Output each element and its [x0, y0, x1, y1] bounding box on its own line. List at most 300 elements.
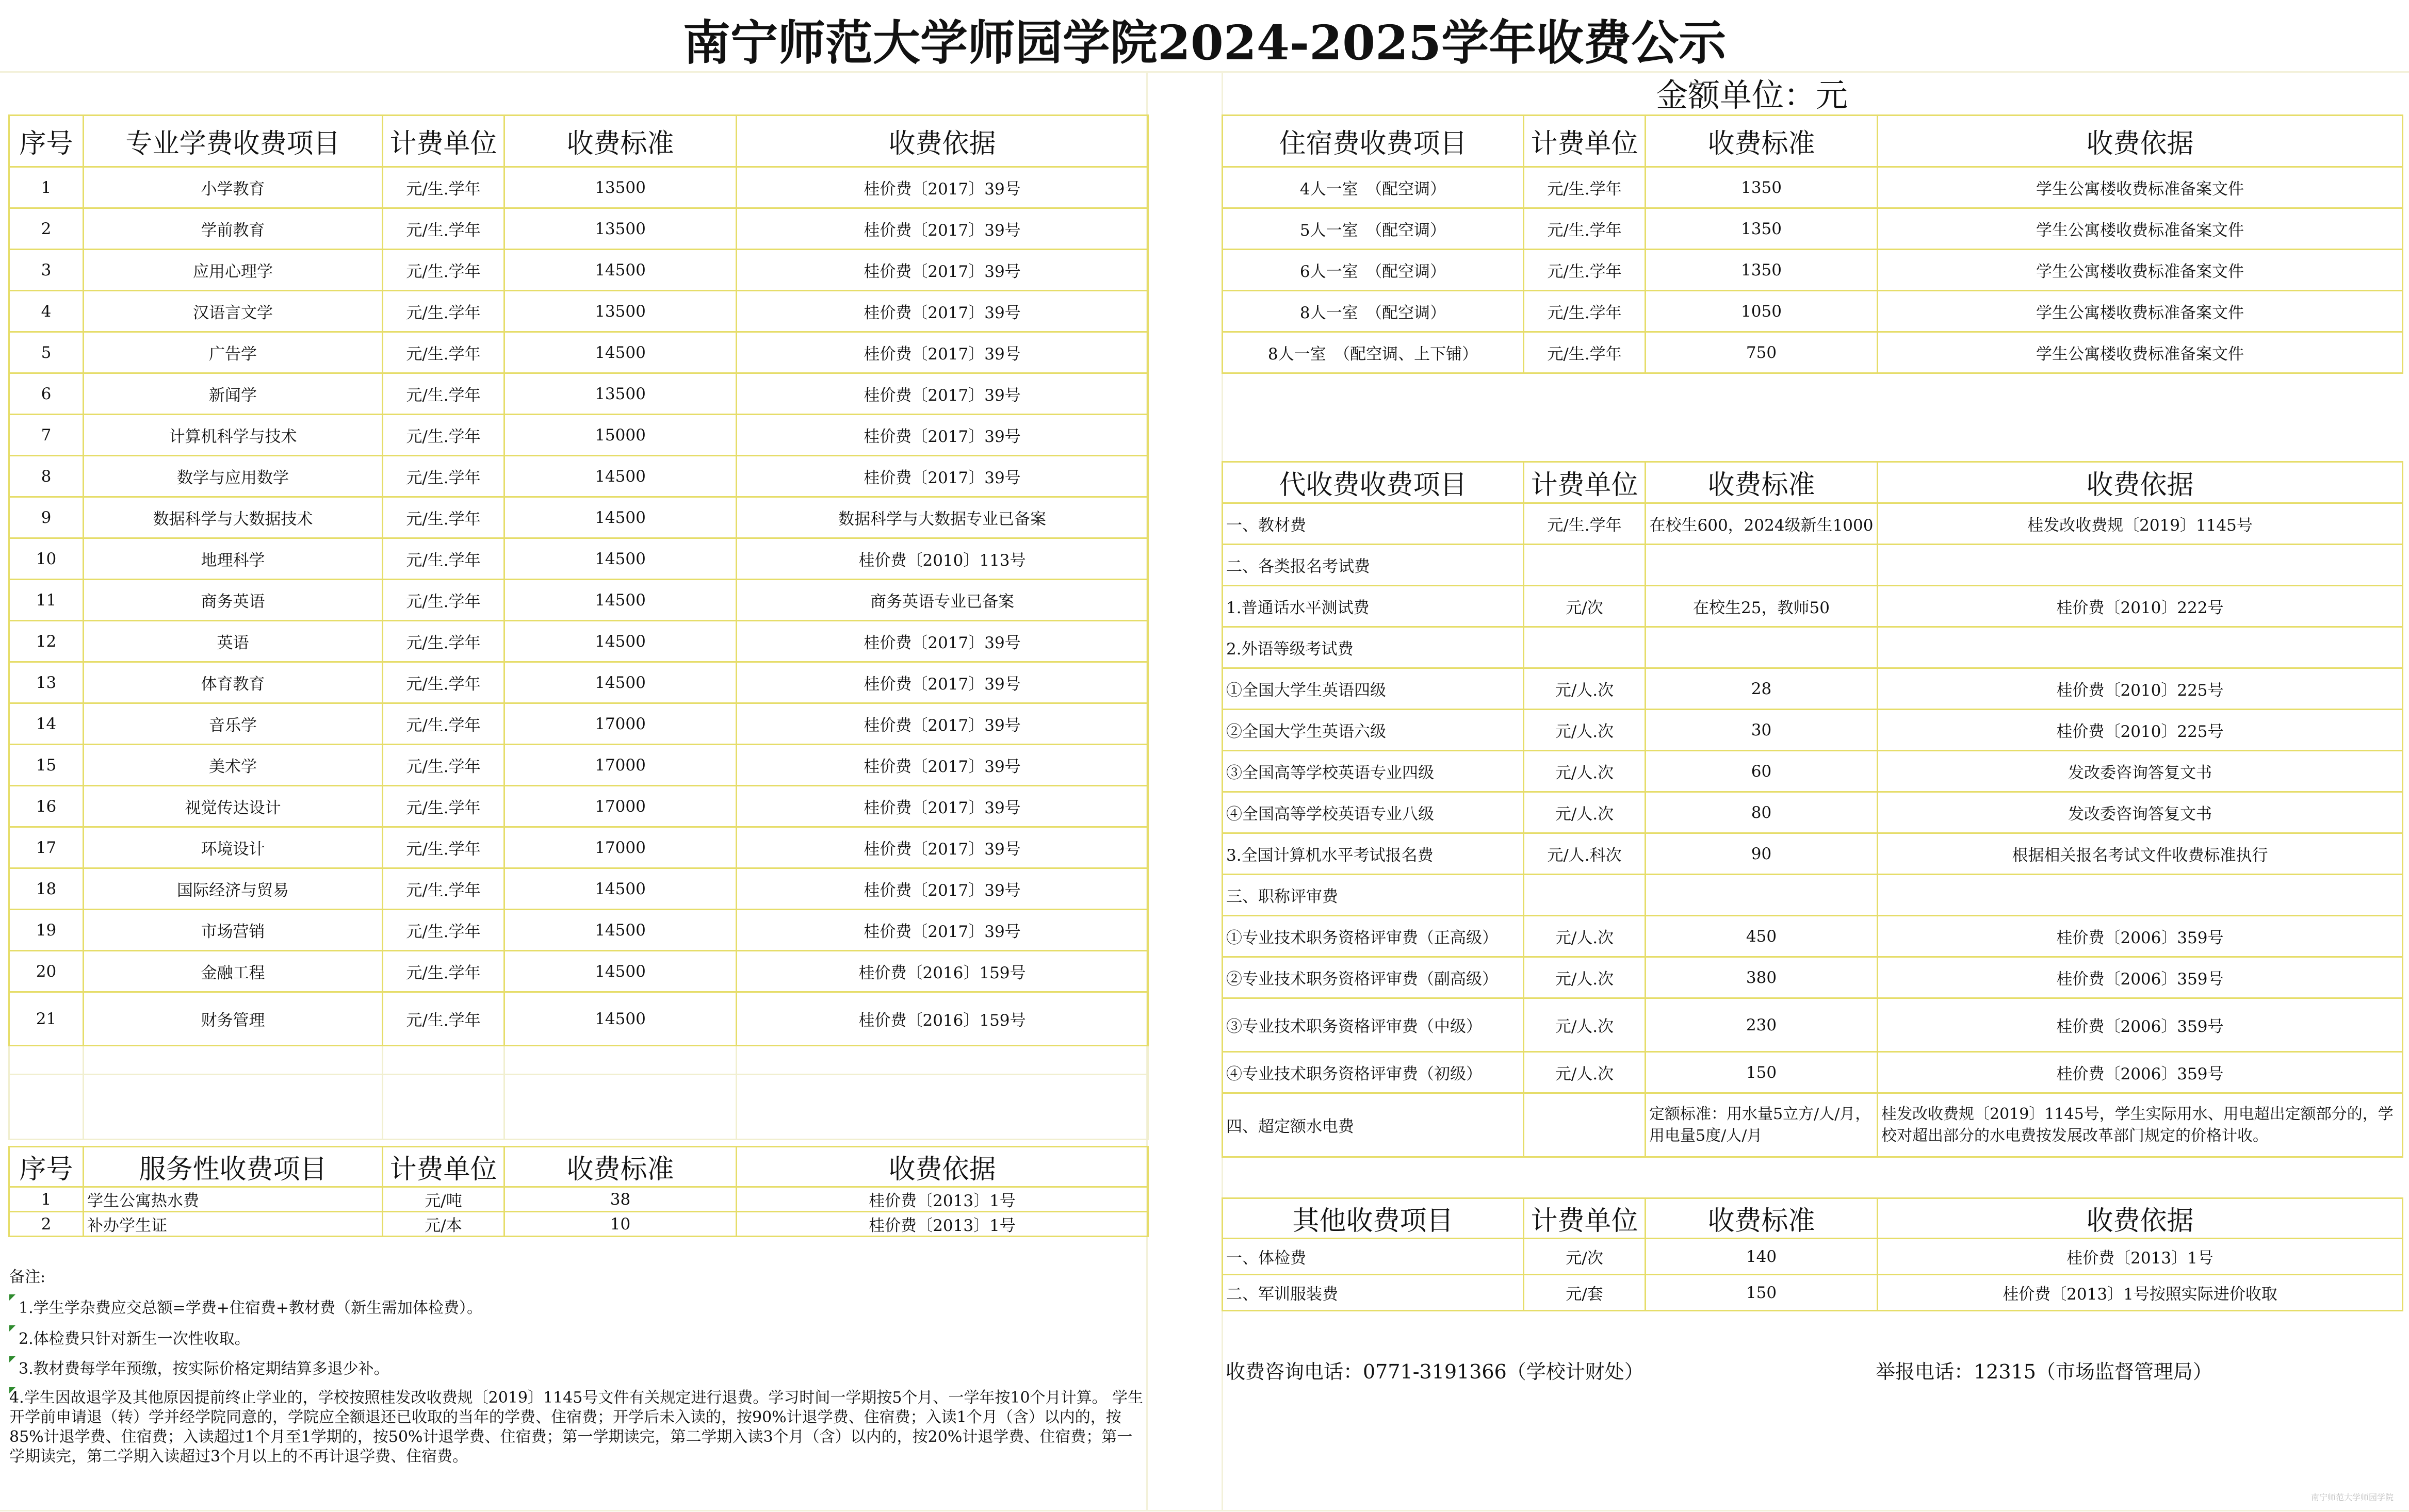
- billing-unit: 元/套: [1524, 1275, 1646, 1311]
- table-header: [1223, 1198, 2403, 1239]
- fee-amount: 14500: [504, 868, 737, 910]
- fee-basis: 学生公寓楼收费标准备案文件: [1878, 167, 2403, 208]
- item-name: 3.全国计算机水平考试报名费: [1223, 833, 1524, 875]
- billing-unit: [1524, 627, 1646, 668]
- billing-unit: 元/生.学年: [383, 415, 504, 456]
- consult-phone: 收费咨询电话：0771-3191366（学校计财处）: [1226, 1360, 1644, 1383]
- note-item-4: 4.学生因故退学及其他原因提前终止学业的，学校按照桂发改收费规〔2019〕1145号文件有关规定进行退费。学习时间一学期按5个月、一学年按10个月计算。 学生开学前申请退（转）学并经学院同意的，学院应全额退还已收取的当年的学费、住宿费；开学后未入读的，按90%计退学费、住宿费；入读1个月（含）以内的，按85%计退学费、住宿费；入读超过1个月至1学期的，按50%计退学费、住宿费；第一学期读完，第二学期入读3个月（含）以内的，按20%计退学费、住宿费；第一学期读完，第二学期入读超过3个月以上的不再计退学费、住宿费。: [9, 1389, 1144, 1466]
- blank-cell: [504, 1046, 737, 1075]
- program-name: 美术学: [84, 745, 383, 786]
- fee-amount: 80: [1646, 792, 1878, 833]
- table-row: [9, 208, 1148, 250]
- fee-basis-header: 收费依据: [1878, 1198, 2403, 1239]
- fee-amount: [1646, 627, 1878, 668]
- table-row: [9, 703, 1148, 745]
- fee-amount: 17000: [504, 827, 737, 868]
- item-name: ①全国大学生英语四级: [1223, 668, 1524, 710]
- billing-unit: 元/生.学年: [383, 868, 504, 910]
- fee-amount: 17000: [504, 745, 737, 786]
- fee-basis: 桂价费〔2017〕39号: [737, 208, 1148, 250]
- blank-cell: [383, 1046, 504, 1075]
- fee-basis: 桂价费〔2013〕1号按照实际进价收取: [1878, 1275, 2403, 1311]
- program-name: 商务英语: [84, 580, 383, 621]
- item-name-header: 住宿费收费项目: [1223, 116, 1524, 167]
- row-number: 4: [9, 291, 84, 332]
- note-item-3: 3.教材费每学年预缴，按实际价格定期结算多退少补。: [19, 1360, 389, 1378]
- blank-cell: [383, 1075, 504, 1140]
- fee-basis: 桂价费〔2013〕1号: [1878, 1239, 2403, 1275]
- fee-amount: 13500: [504, 167, 737, 208]
- billing-unit: 元/生.学年: [383, 291, 504, 332]
- service-fee-table: [8, 1146, 1149, 1237]
- table-row: [9, 456, 1148, 497]
- fee-basis: 桂价费〔2017〕39号: [737, 745, 1148, 786]
- item-name: ③全国高等学校英语专业四级: [1223, 751, 1524, 792]
- other-fee-table: [1222, 1197, 2403, 1311]
- blank-row: [9, 1046, 1148, 1075]
- table-row: [1223, 875, 2403, 916]
- item-name: 8人一室 （配空调、上下铺）: [1223, 332, 1524, 373]
- fee-basis: 桂价费〔2017〕39号: [737, 662, 1148, 703]
- billing-unit: 元/生.学年: [383, 621, 504, 662]
- item-name: 四、超定额水电费: [1223, 1093, 1524, 1157]
- fee-amount: 14500: [504, 580, 737, 621]
- fee-amount: 14500: [504, 662, 737, 703]
- fee-basis: 桂价费〔2006〕359号: [1878, 916, 2403, 957]
- table-row: [9, 291, 1148, 332]
- fee-basis: 学生公寓楼收费标准备案文件: [1878, 208, 2403, 250]
- report-phone: 举报电话：12315（市场监督管理局）: [1876, 1360, 2212, 1383]
- table-row: [9, 621, 1148, 662]
- table-row: [9, 827, 1148, 868]
- row-number: 5: [9, 332, 84, 373]
- fee-basis: 桂价费〔2013〕1号: [737, 1212, 1148, 1237]
- item-name: ②全国大学生英语六级: [1223, 710, 1524, 751]
- fee-basis: 桂发改收费规〔2019〕1145号，学生实际用水、用电超出定额部分的，学校对超出部分的水电费按发展改革部门规定的价格计收。: [1878, 1093, 2403, 1157]
- fee-basis: 学生公寓楼收费标准备案文件: [1878, 291, 2403, 332]
- blank-cell: [737, 1046, 1148, 1075]
- fee-amount: 1050: [1646, 291, 1878, 332]
- item-name: 4人一室 （配空调）: [1223, 167, 1524, 208]
- program-name: 数学与应用数学: [84, 456, 383, 497]
- program-name: 金融工程: [84, 951, 383, 992]
- fee-amount-header: 收费标准: [1646, 1198, 1878, 1239]
- notes-label: 备注:: [9, 1268, 46, 1286]
- fee-basis: 桂发改收费规〔2019〕1145号: [1878, 503, 2403, 545]
- item-name: 一、体检费: [1223, 1239, 1524, 1275]
- billing-unit: 元/生.学年: [1524, 291, 1646, 332]
- table-row: [9, 868, 1148, 910]
- row-number: 11: [9, 580, 84, 621]
- billing-unit: 元/生.学年: [383, 827, 504, 868]
- table-row: [1223, 998, 2403, 1052]
- billing-unit-header: 计费单位: [1524, 462, 1646, 503]
- fee-basis: 桂价费〔2017〕39号: [737, 332, 1148, 373]
- fee-basis-header: 收费依据: [737, 1147, 1148, 1187]
- fee-amount: 15000: [504, 415, 737, 456]
- program-name: 小学教育: [84, 167, 383, 208]
- row-number: 20: [9, 951, 84, 992]
- billing-unit: 元/人.次: [1524, 916, 1646, 957]
- item-name: ④全国高等学校英语专业八级: [1223, 792, 1524, 833]
- fee-amount: [1646, 545, 1878, 586]
- table-row: [9, 373, 1148, 415]
- table-row: [9, 580, 1148, 621]
- table-header: [1223, 462, 2403, 503]
- fee-amount-header: 收费标准: [1646, 462, 1878, 503]
- fee-basis: 数据科学与大数据专业已备案: [737, 497, 1148, 538]
- billing-unit: 元/生.学年: [383, 250, 504, 291]
- fee-basis: 桂价费〔2017〕39号: [737, 827, 1148, 868]
- billing-unit: 元/生.学年: [383, 745, 504, 786]
- billing-unit: [1524, 545, 1646, 586]
- item-name: 2.外语等级考试费: [1223, 627, 1524, 668]
- fee-amount: 13500: [504, 373, 737, 415]
- fee-amount: 1350: [1646, 208, 1878, 250]
- row-number: 1: [9, 1187, 84, 1212]
- billing-unit: 元/次: [1524, 1239, 1646, 1275]
- billing-unit: 元/生.学年: [1524, 167, 1646, 208]
- billing-unit: 元/生.学年: [383, 786, 504, 827]
- fee-basis-header: 收费依据: [737, 116, 1148, 167]
- fee-basis: [1878, 545, 2403, 586]
- program-name: 财务管理: [84, 992, 383, 1046]
- table-row: [1223, 668, 2403, 710]
- comment-marker: [9, 1325, 15, 1332]
- billing-unit: 元/生.学年: [383, 497, 504, 538]
- table-row: [1223, 1239, 2403, 1275]
- billing-unit: 元/人.次: [1524, 792, 1646, 833]
- billing-unit: 元/生.学年: [383, 373, 504, 415]
- billing-unit: 元/生.学年: [383, 208, 504, 250]
- table-row: [1223, 627, 2403, 668]
- fee-amount: 38: [504, 1187, 737, 1212]
- fee-amount: 14500: [504, 497, 737, 538]
- billing-unit: 元/人.科次: [1524, 833, 1646, 875]
- billing-unit: 元/人.次: [1524, 957, 1646, 998]
- fee-basis: 桂价费〔2017〕39号: [737, 250, 1148, 291]
- item-name: ④专业技术职务资格评审费（初级）: [1223, 1052, 1524, 1093]
- table-header: [1223, 116, 2403, 167]
- table-row: [1223, 332, 2403, 373]
- table-row: [1223, 916, 2403, 957]
- item-name-header: 其他收费项目: [1223, 1198, 1524, 1239]
- row-number: 15: [9, 745, 84, 786]
- billing-unit: [1524, 875, 1646, 916]
- grid-line: [0, 1510, 2409, 1511]
- fee-amount: 14500: [504, 538, 737, 580]
- fee-amount: 14500: [504, 250, 737, 291]
- table-row: [1223, 545, 2403, 586]
- item-name: ③专业技术职务资格评审费（中级）: [1223, 998, 1524, 1052]
- dorm-fee-table: [1222, 114, 2403, 374]
- table-row: [9, 332, 1148, 373]
- table-row: [9, 786, 1148, 827]
- note-item-2: 2.体检费只针对新生一次性收取。: [19, 1330, 250, 1348]
- agency-fee-table: [1222, 461, 2403, 1158]
- table-row: [9, 745, 1148, 786]
- fee-basis: 桂价费〔2010〕225号: [1878, 710, 2403, 751]
- fee-basis-header: 收费依据: [1878, 116, 2403, 167]
- row-number: 3: [9, 250, 84, 291]
- billing-unit: [1524, 1093, 1646, 1157]
- fee-amount: [1646, 875, 1878, 916]
- billing-unit: 元/生.学年: [383, 992, 504, 1046]
- row-number-header: 序号: [9, 1147, 84, 1187]
- fee-amount: 14500: [504, 992, 737, 1046]
- program-name: 国际经济与贸易: [84, 868, 383, 910]
- blank-cell: [737, 1075, 1148, 1140]
- row-number: 21: [9, 992, 84, 1046]
- billing-unit: 元/生.学年: [1524, 332, 1646, 373]
- fee-basis: 桂价费〔2017〕39号: [737, 415, 1148, 456]
- fee-amount: 13500: [504, 291, 737, 332]
- blank-cell: [9, 1046, 84, 1075]
- billing-unit-header: 计费单位: [1524, 116, 1646, 167]
- fee-basis: 桂价费〔2017〕39号: [737, 373, 1148, 415]
- note-item-1: 1.学生学杂费应交总额=学费+住宿费+教材费（新生需加体检费）。: [19, 1299, 483, 1317]
- comment-marker: [9, 1356, 15, 1362]
- fee-amount: 140: [1646, 1239, 1878, 1275]
- row-number: 2: [9, 1212, 84, 1237]
- program-name-header: 服务性收费项目: [84, 1147, 383, 1187]
- fee-amount: 380: [1646, 957, 1878, 998]
- row-number: 18: [9, 868, 84, 910]
- program-name: 计算机科学与技术: [84, 415, 383, 456]
- fee-amount: 28: [1646, 668, 1878, 710]
- fee-basis: 桂价费〔2016〕159号: [737, 951, 1148, 992]
- billing-unit-header: 计费单位: [1524, 1198, 1646, 1239]
- fee-amount: 14500: [504, 456, 737, 497]
- row-number: 2: [9, 208, 84, 250]
- table-row: [1223, 792, 2403, 833]
- table-row: [9, 662, 1148, 703]
- fee-amount: 14500: [504, 910, 737, 951]
- fee-amount: 1350: [1646, 167, 1878, 208]
- table-row: [9, 951, 1148, 992]
- fee-amount: 在校生25，教师50: [1646, 586, 1878, 627]
- item-name: 二、军训服装费: [1223, 1275, 1524, 1311]
- fee-amount: 14500: [504, 621, 737, 662]
- fee-basis: 学生公寓楼收费标准备案文件: [1878, 250, 2403, 291]
- billing-unit-header: 计费单位: [383, 116, 504, 167]
- program-name: 环境设计: [84, 827, 383, 868]
- billing-unit: 元/生.学年: [1524, 503, 1646, 545]
- table-row: [9, 167, 1148, 208]
- program-name: 学前教育: [84, 208, 383, 250]
- fee-basis: 商务英语专业已备案: [737, 580, 1148, 621]
- fee-amount: 14500: [504, 951, 737, 992]
- row-number: 16: [9, 786, 84, 827]
- fee-basis: 桂价费〔2016〕159号: [737, 992, 1148, 1046]
- row-number: 7: [9, 415, 84, 456]
- billing-unit: 元/生.学年: [383, 951, 504, 992]
- table-row: [1223, 1275, 2403, 1311]
- fee-amount: 30: [1646, 710, 1878, 751]
- billing-unit: 元/生.学年: [1524, 250, 1646, 291]
- fee-basis: 桂价费〔2010〕225号: [1878, 668, 2403, 710]
- table-row: [9, 538, 1148, 580]
- fee-basis: 桂价费〔2017〕39号: [737, 703, 1148, 745]
- program-name: 音乐学: [84, 703, 383, 745]
- item-name: ①专业技术职务资格评审费（正高级）: [1223, 916, 1524, 957]
- program-name: 地理科学: [84, 538, 383, 580]
- fee-basis: 桂价费〔2006〕359号: [1878, 957, 2403, 998]
- fee-basis-header: 收费依据: [1878, 462, 2403, 503]
- billing-unit-header: 计费单位: [383, 1147, 504, 1187]
- program-name: 学生公寓热水费: [84, 1187, 383, 1212]
- fee-basis: 桂价费〔2017〕39号: [737, 868, 1148, 910]
- billing-unit: 元/人.次: [1524, 998, 1646, 1052]
- program-name: 市场营销: [84, 910, 383, 951]
- billing-unit: 元/生.学年: [383, 662, 504, 703]
- fee-basis: 发改委咨询答复文书: [1878, 751, 2403, 792]
- fee-basis: 桂价费〔2017〕39号: [737, 456, 1148, 497]
- item-name: 8人一室 （配空调）: [1223, 291, 1524, 332]
- billing-unit: 元/本: [383, 1212, 504, 1237]
- fee-amount: 10: [504, 1212, 737, 1237]
- item-name: 5人一室 （配空调）: [1223, 208, 1524, 250]
- fee-basis: 桂价费〔2017〕39号: [737, 786, 1148, 827]
- billing-unit: 元/人.次: [1524, 668, 1646, 710]
- comment-marker: [9, 1294, 15, 1301]
- program-name: 汉语言文学: [84, 291, 383, 332]
- fee-basis: 桂价费〔2017〕39号: [737, 167, 1148, 208]
- program-name: 体育教育: [84, 662, 383, 703]
- fee-basis: 桂价费〔2017〕39号: [737, 291, 1148, 332]
- table-row: [1223, 710, 2403, 751]
- row-number: 17: [9, 827, 84, 868]
- blank-cell: [84, 1046, 383, 1075]
- program-name-header: 专业学费收费项目: [84, 116, 383, 167]
- billing-unit: 元/生.学年: [383, 580, 504, 621]
- fee-basis: 桂价费〔2006〕359号: [1878, 1052, 2403, 1093]
- fee-amount: 450: [1646, 916, 1878, 957]
- billing-unit: 元/生.学年: [383, 538, 504, 580]
- table-row: [9, 250, 1148, 291]
- fee-basis: 桂价费〔2010〕113号: [737, 538, 1148, 580]
- table-row: [9, 415, 1148, 456]
- billing-unit: 元/生.学年: [383, 910, 504, 951]
- billing-unit: 元/生.学年: [383, 703, 504, 745]
- table-row: [1223, 751, 2403, 792]
- row-number: 9: [9, 497, 84, 538]
- row-number: 10: [9, 538, 84, 580]
- fee-amount-header: 收费标准: [504, 116, 737, 167]
- table-row: [9, 1187, 1148, 1212]
- item-name: 三、职称评审费: [1223, 875, 1524, 916]
- row-number-header: 序号: [9, 116, 84, 167]
- fee-basis: [1878, 875, 2403, 916]
- billing-unit: 元/吨: [383, 1187, 504, 1212]
- fee-basis: 桂价费〔2006〕359号: [1878, 998, 2403, 1052]
- page-title: 南宁师范大学师园学院2024-2025学年收费公示: [682, 15, 1727, 71]
- billing-unit: 元/人.次: [1524, 1052, 1646, 1093]
- fee-amount: 14500: [504, 332, 737, 373]
- billing-unit: 元/生.学年: [383, 456, 504, 497]
- fee-amount: 在校生600，2024级新生1000: [1646, 503, 1878, 545]
- fee-amount: 13500: [504, 208, 737, 250]
- item-name-header: 代收费收费项目: [1223, 462, 1524, 503]
- blank-cell: [84, 1075, 383, 1140]
- program-name: 补办学生证: [84, 1212, 383, 1237]
- blank-cell: [504, 1075, 737, 1140]
- billing-unit: 元/人.次: [1524, 751, 1646, 792]
- row-number: 1: [9, 167, 84, 208]
- table-row: [1223, 957, 2403, 998]
- fee-basis: 发改委咨询答复文书: [1878, 792, 2403, 833]
- table-row: [1223, 586, 2403, 627]
- item-name: 6人一室 （配空调）: [1223, 250, 1524, 291]
- row-number: 13: [9, 662, 84, 703]
- currency-unit-label: 金额单位：元: [1656, 76, 1848, 114]
- fee-basis: [1878, 627, 2403, 668]
- table-row: [9, 497, 1148, 538]
- program-name: 英语: [84, 621, 383, 662]
- fee-basis: 桂价费〔2013〕1号: [737, 1187, 1148, 1212]
- fee-basis: 桂价费〔2017〕39号: [737, 910, 1148, 951]
- tuition-table: [8, 114, 1149, 1140]
- fee-amount-header: 收费标准: [1646, 116, 1878, 167]
- program-name: 应用心理学: [84, 250, 383, 291]
- table-row: [1223, 167, 2403, 208]
- table-row: [1223, 1052, 2403, 1093]
- fee-basis: 桂价费〔2010〕222号: [1878, 586, 2403, 627]
- table-row: [9, 910, 1148, 951]
- fee-amount: 1350: [1646, 250, 1878, 291]
- row-number: 8: [9, 456, 84, 497]
- fee-amount: 750: [1646, 332, 1878, 373]
- row-number: 14: [9, 703, 84, 745]
- row-number: 12: [9, 621, 84, 662]
- table-row: [1223, 291, 2403, 332]
- program-name: 广告学: [84, 332, 383, 373]
- fee-amount: 17000: [504, 786, 737, 827]
- watermark: 南宁师范大学师园学院: [2310, 1492, 2394, 1502]
- fee-basis: 桂价费〔2017〕39号: [737, 621, 1148, 662]
- table-row: [9, 1212, 1148, 1237]
- table-row: [1223, 833, 2403, 875]
- fee-amount: 230: [1646, 998, 1878, 1052]
- fee-amount: 60: [1646, 751, 1878, 792]
- billing-unit: 元/人.次: [1524, 710, 1646, 751]
- blank-row: [9, 1075, 1148, 1140]
- program-name: 视觉传达设计: [84, 786, 383, 827]
- table-row: [1223, 1093, 2403, 1157]
- item-name: 二、各类报名考试费: [1223, 545, 1524, 586]
- billing-unit: 元/次: [1524, 586, 1646, 627]
- table-row: [1223, 503, 2403, 545]
- fee-basis: 根据相关报名考试文件收费标准执行: [1878, 833, 2403, 875]
- blank-cell: [9, 1075, 84, 1140]
- billing-unit: 元/生.学年: [383, 332, 504, 373]
- table-header: [9, 116, 1148, 167]
- program-name: 新闻学: [84, 373, 383, 415]
- fee-amount: 17000: [504, 703, 737, 745]
- table-row: [1223, 250, 2403, 291]
- row-number: 19: [9, 910, 84, 951]
- row-number: 6: [9, 373, 84, 415]
- fee-amount: 定额标准：用水量5立方/人/月，用电量5度/人/月: [1646, 1093, 1878, 1157]
- fee-amount: 90: [1646, 833, 1878, 875]
- billing-unit: 元/生.学年: [1524, 208, 1646, 250]
- fee-amount: 150: [1646, 1052, 1878, 1093]
- program-name: 数据科学与大数据技术: [84, 497, 383, 538]
- item-name: ②专业技术职务资格评审费（副高级）: [1223, 957, 1524, 998]
- table-row: [1223, 208, 2403, 250]
- fee-basis: 学生公寓楼收费标准备案文件: [1878, 332, 2403, 373]
- table-row: [9, 992, 1148, 1046]
